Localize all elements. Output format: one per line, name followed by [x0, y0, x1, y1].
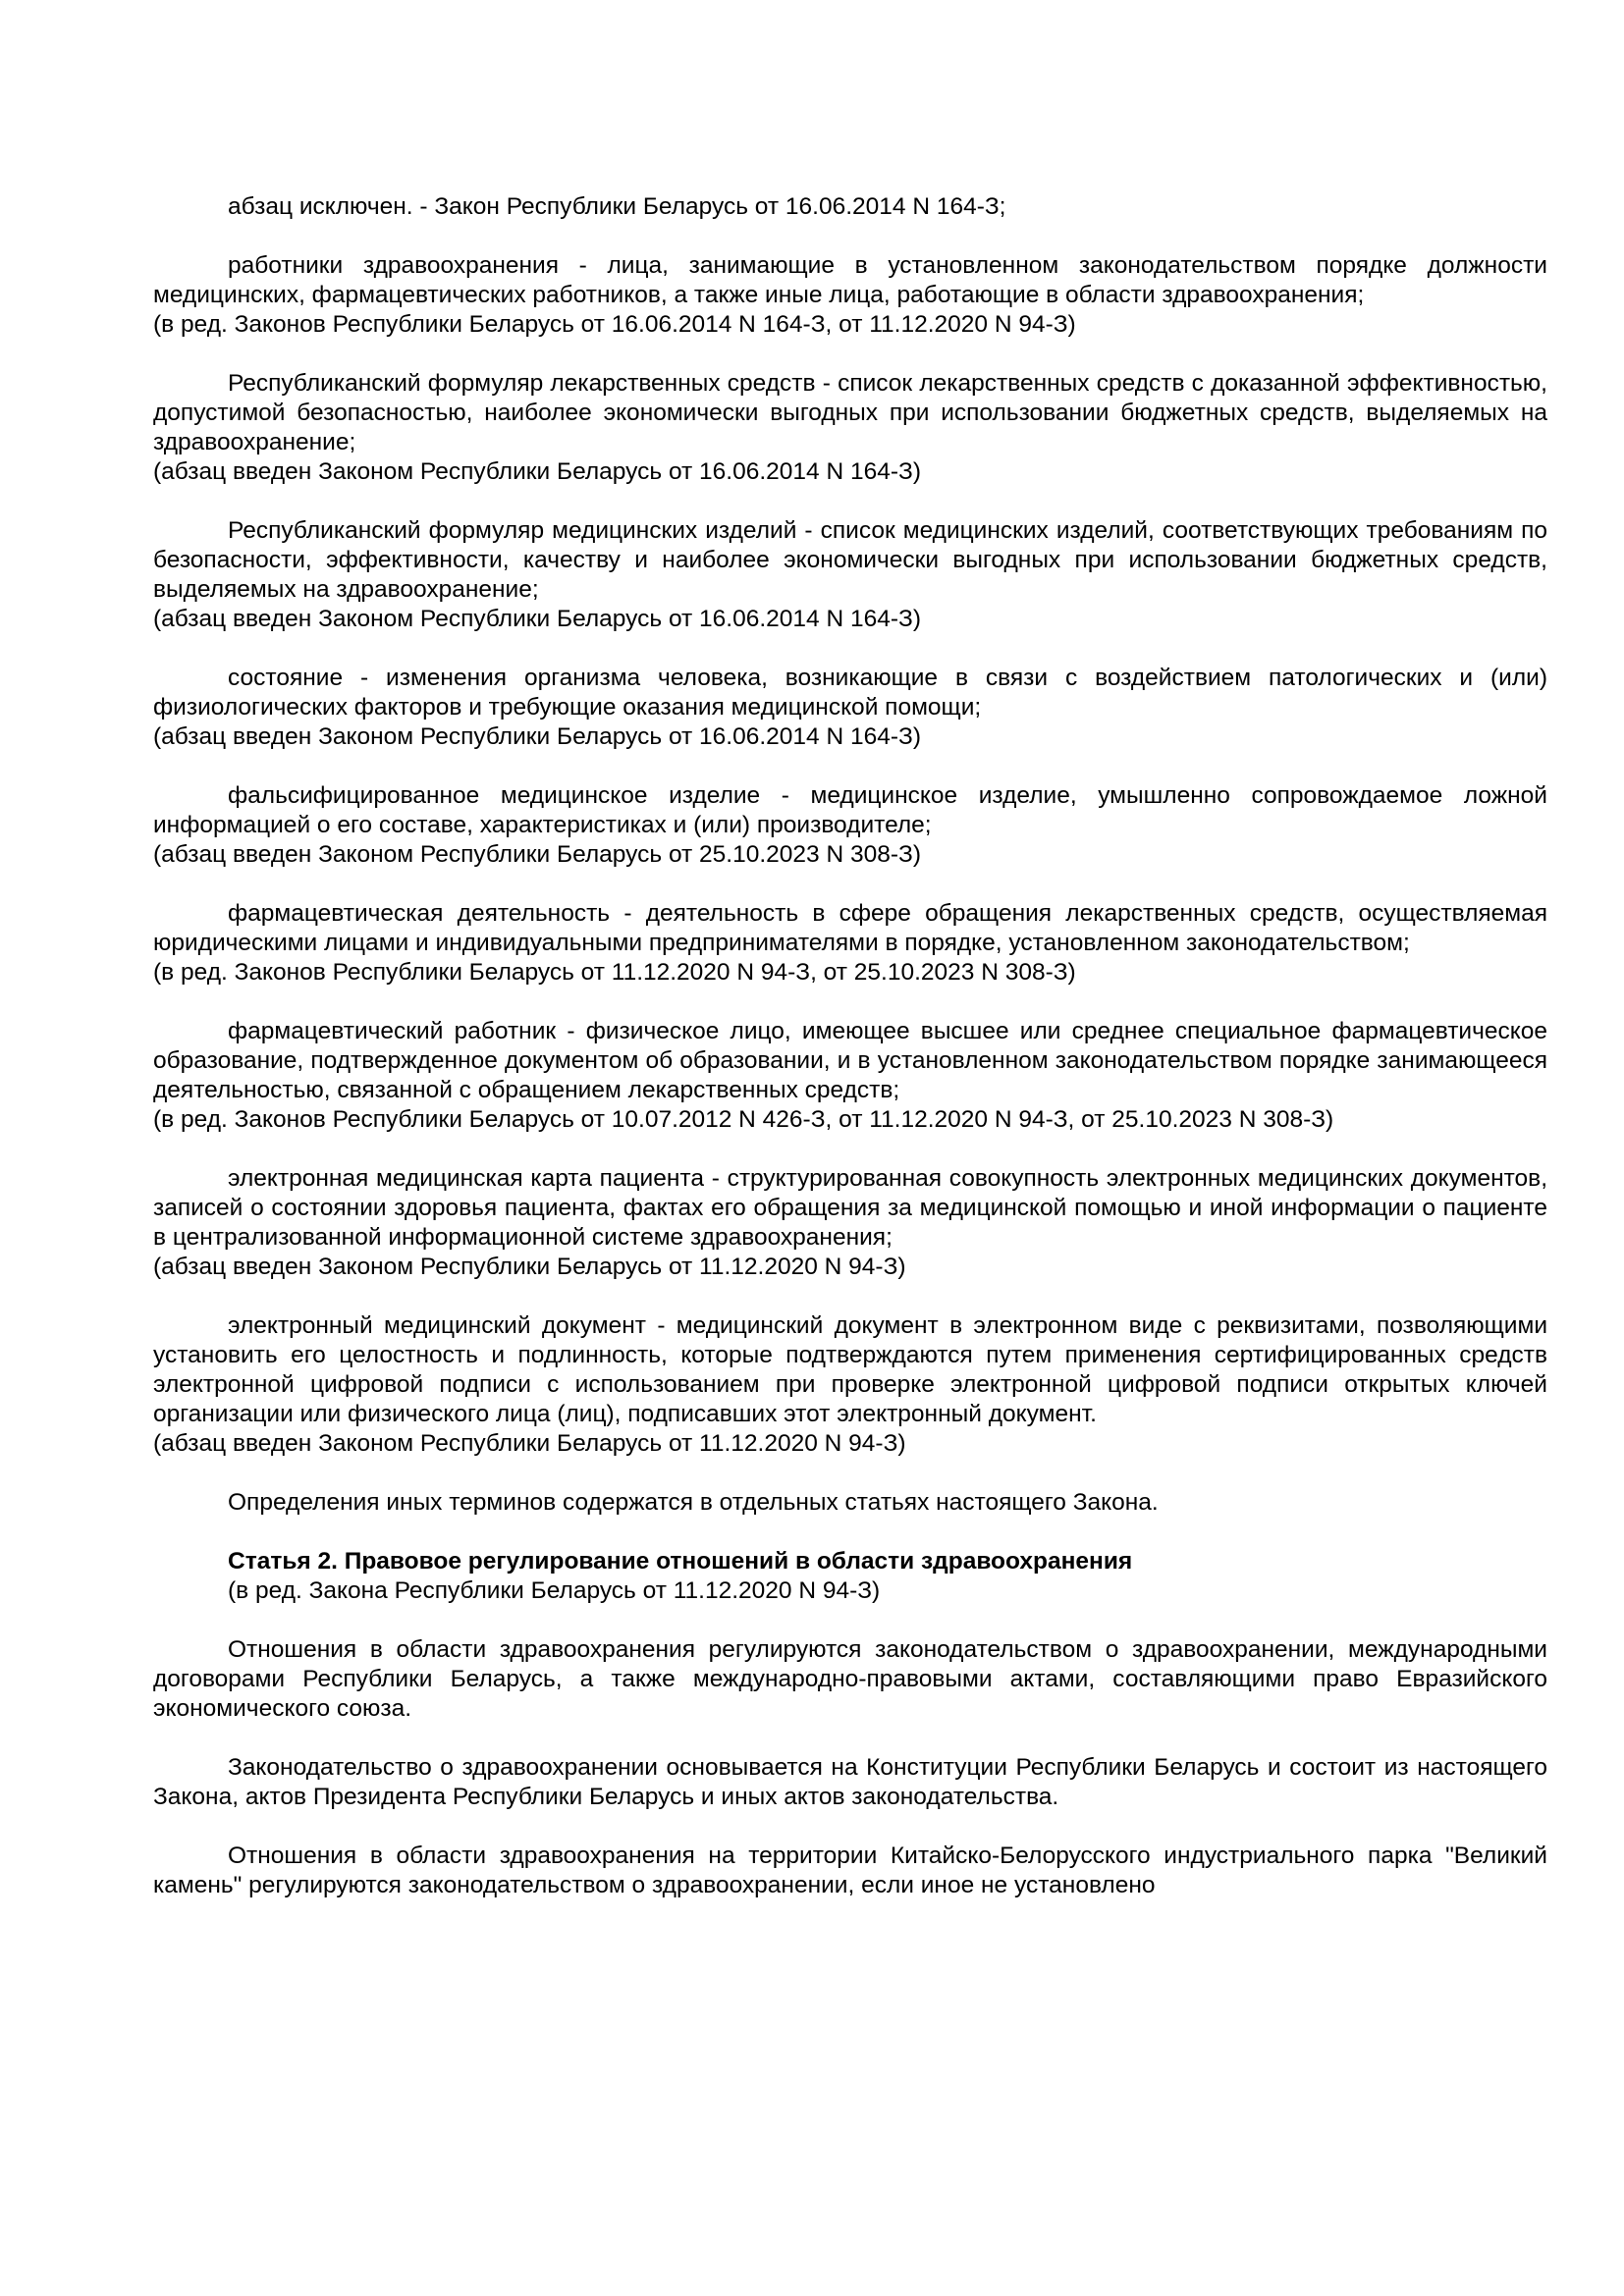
definition-drug-formulary: [153, 369, 1547, 487]
definition-text: электронная медицинская карта пациента - структурированная совокупность электронных медицинских документов, записей о состоянии здоровья пациента, фактах его обращения за медицинской помощью и иной информации о пациенте в централизованной информационной системе здравоохранения;: [153, 1165, 1547, 1251]
article-2-paragraph-1: [153, 1635, 1547, 1724]
amendment-note: (в ред. Законов Республики Беларусь от 16.06.2014 N 164-З, от 11.12.2020 N 94-З): [153, 311, 1076, 338]
definition-pharma-worker: [153, 1017, 1547, 1135]
definition-electronic-card: [153, 1164, 1547, 1282]
amendment-note: (в ред. Законов Республики Беларусь от 10.07.2012 N 426-З, от 11.12.2020 N 94-З, от 25.10.2023 N 308-З): [153, 1106, 1334, 1133]
amendment-note: (в ред. Законов Республики Беларусь от 11.12.2020 N 94-З, от 25.10.2023 N 308-З): [153, 959, 1076, 986]
definition-text: фармацевтическая деятельность - деятельность в сфере обращения лекарственных средств, осуществляемая юридическими лицами и индивидуальными предпринимателями в порядке, установленном законодательством;: [153, 900, 1547, 956]
definition-text: фальсифицированное медицинское изделие - медицинское изделие, умышленно сопровождаемое ложной информацией о его составе, характеристиках и (или) производителе;: [153, 782, 1547, 838]
paragraph-other-terms: [153, 1488, 1547, 1518]
definition-electronic-document: [153, 1311, 1547, 1459]
definition-condition: [153, 664, 1547, 752]
definition-pharma-activity: [153, 899, 1547, 988]
definition-text: электронный медицинский документ - медицинский документ в электронном виде с реквизитами, позволяющими установить его целостность и подлинность, которые подтверждаются путем применения сертифицированных средств электронной цифровой подписи с использованием при проверке электронной цифровой подписи открытых ключей организации или физического лица (лиц), подписавших этот электронный документ.: [153, 1312, 1547, 1427]
article-2-paragraph-2: [153, 1753, 1547, 1812]
definition-device-formulary: [153, 516, 1547, 634]
definition-text: фармацевтический работник - физическое лицо, имеющее высшее или среднее специальное фармацевтическое образование, подтвержденное документом об образовании, и в установленном законодательством порядке занимающееся деятельностью, связанной с обращением лекарственных средств;: [153, 1018, 1547, 1103]
paragraph-excluded: [153, 192, 1547, 222]
amendment-note: (абзац введен Законом Республики Беларусь от 16.06.2014 N 164-З): [153, 723, 921, 750]
article-heading: Статья 2. Правовое регулирование отношений в области здравоохранения: [228, 1548, 1133, 1575]
paragraph-text: Законодательство о здравоохранении основывается на Конституции Республики Беларусь и состоит из настоящего Закона, актов Президента Республики Беларусь и иных актов законодательства.: [153, 1754, 1547, 1810]
article-2-paragraph-3: [153, 1842, 1547, 1900]
amendment-note: (абзац введен Законом Республики Беларусь от 11.12.2020 N 94-З): [153, 1254, 906, 1280]
amendment-note: (в ред. Закона Республики Беларусь от 11.12.2020 N 94-З): [228, 1577, 881, 1604]
definition-text: Республиканский формуляр медицинских изделий - список медицинских изделий, соответствующих требованиям по безопасности, эффективности, качеству и наиболее экономически выгодных при использовании бюджетных средств, выделяемых на здравоохранение;: [153, 517, 1547, 603]
definition-text: Республиканский формуляр лекарственных средств - список лекарственных средств с доказанной эффективностью, допустимой безопасностью, наиболее экономически выгодных при использовании бюджетных средств, выделяемых на здравоохранение;: [153, 370, 1547, 455]
paragraph-text: Отношения в области здравоохранения на территории Китайско-Белорусского индустриального парка "Великий камень" регулируются законодательством о здравоохранении, если иное не установлено: [153, 1842, 1547, 1898]
article-2-header: [153, 1547, 1547, 1606]
definition-healthcare-workers: [153, 251, 1547, 340]
paragraph-text: абзац исключен. - Закон Республики Беларусь от 16.06.2014 N 164-З;: [228, 193, 1006, 220]
paragraph-text: Отношения в области здравоохранения регулируются законодательством о здравоохранении, международными договорами Республики Беларусь, а также международно-правовыми актами, составляющими право Евразийского экономического союза.: [153, 1636, 1547, 1722]
definition-text: состояние - изменения организма человека, возникающие в связи с воздействием патологических и (или) физиологических факторов и требующие оказания медицинской помощи;: [153, 665, 1547, 721]
paragraph-text: Определения иных терминов содержатся в отдельных статьях настоящего Закона.: [228, 1489, 1159, 1516]
definition-text: работники здравоохранения - лица, занимающие в установленном законодательством порядке должности медицинских, фармацевтических работников, а также иные лица, работающие в области здравоохранения;: [153, 252, 1547, 308]
amendment-note: (абзац введен Законом Республики Беларусь от 25.10.2023 N 308-З): [153, 841, 921, 868]
amendment-note: (абзац введен Законом Республики Беларусь от 16.06.2014 N 164-З): [153, 606, 921, 632]
amendment-note: (абзац введен Законом Республики Беларусь от 16.06.2014 N 164-З): [153, 458, 921, 485]
definition-falsified-device: [153, 781, 1547, 870]
amendment-note: (абзац введен Законом Республики Беларусь от 11.12.2020 N 94-З): [153, 1430, 906, 1457]
